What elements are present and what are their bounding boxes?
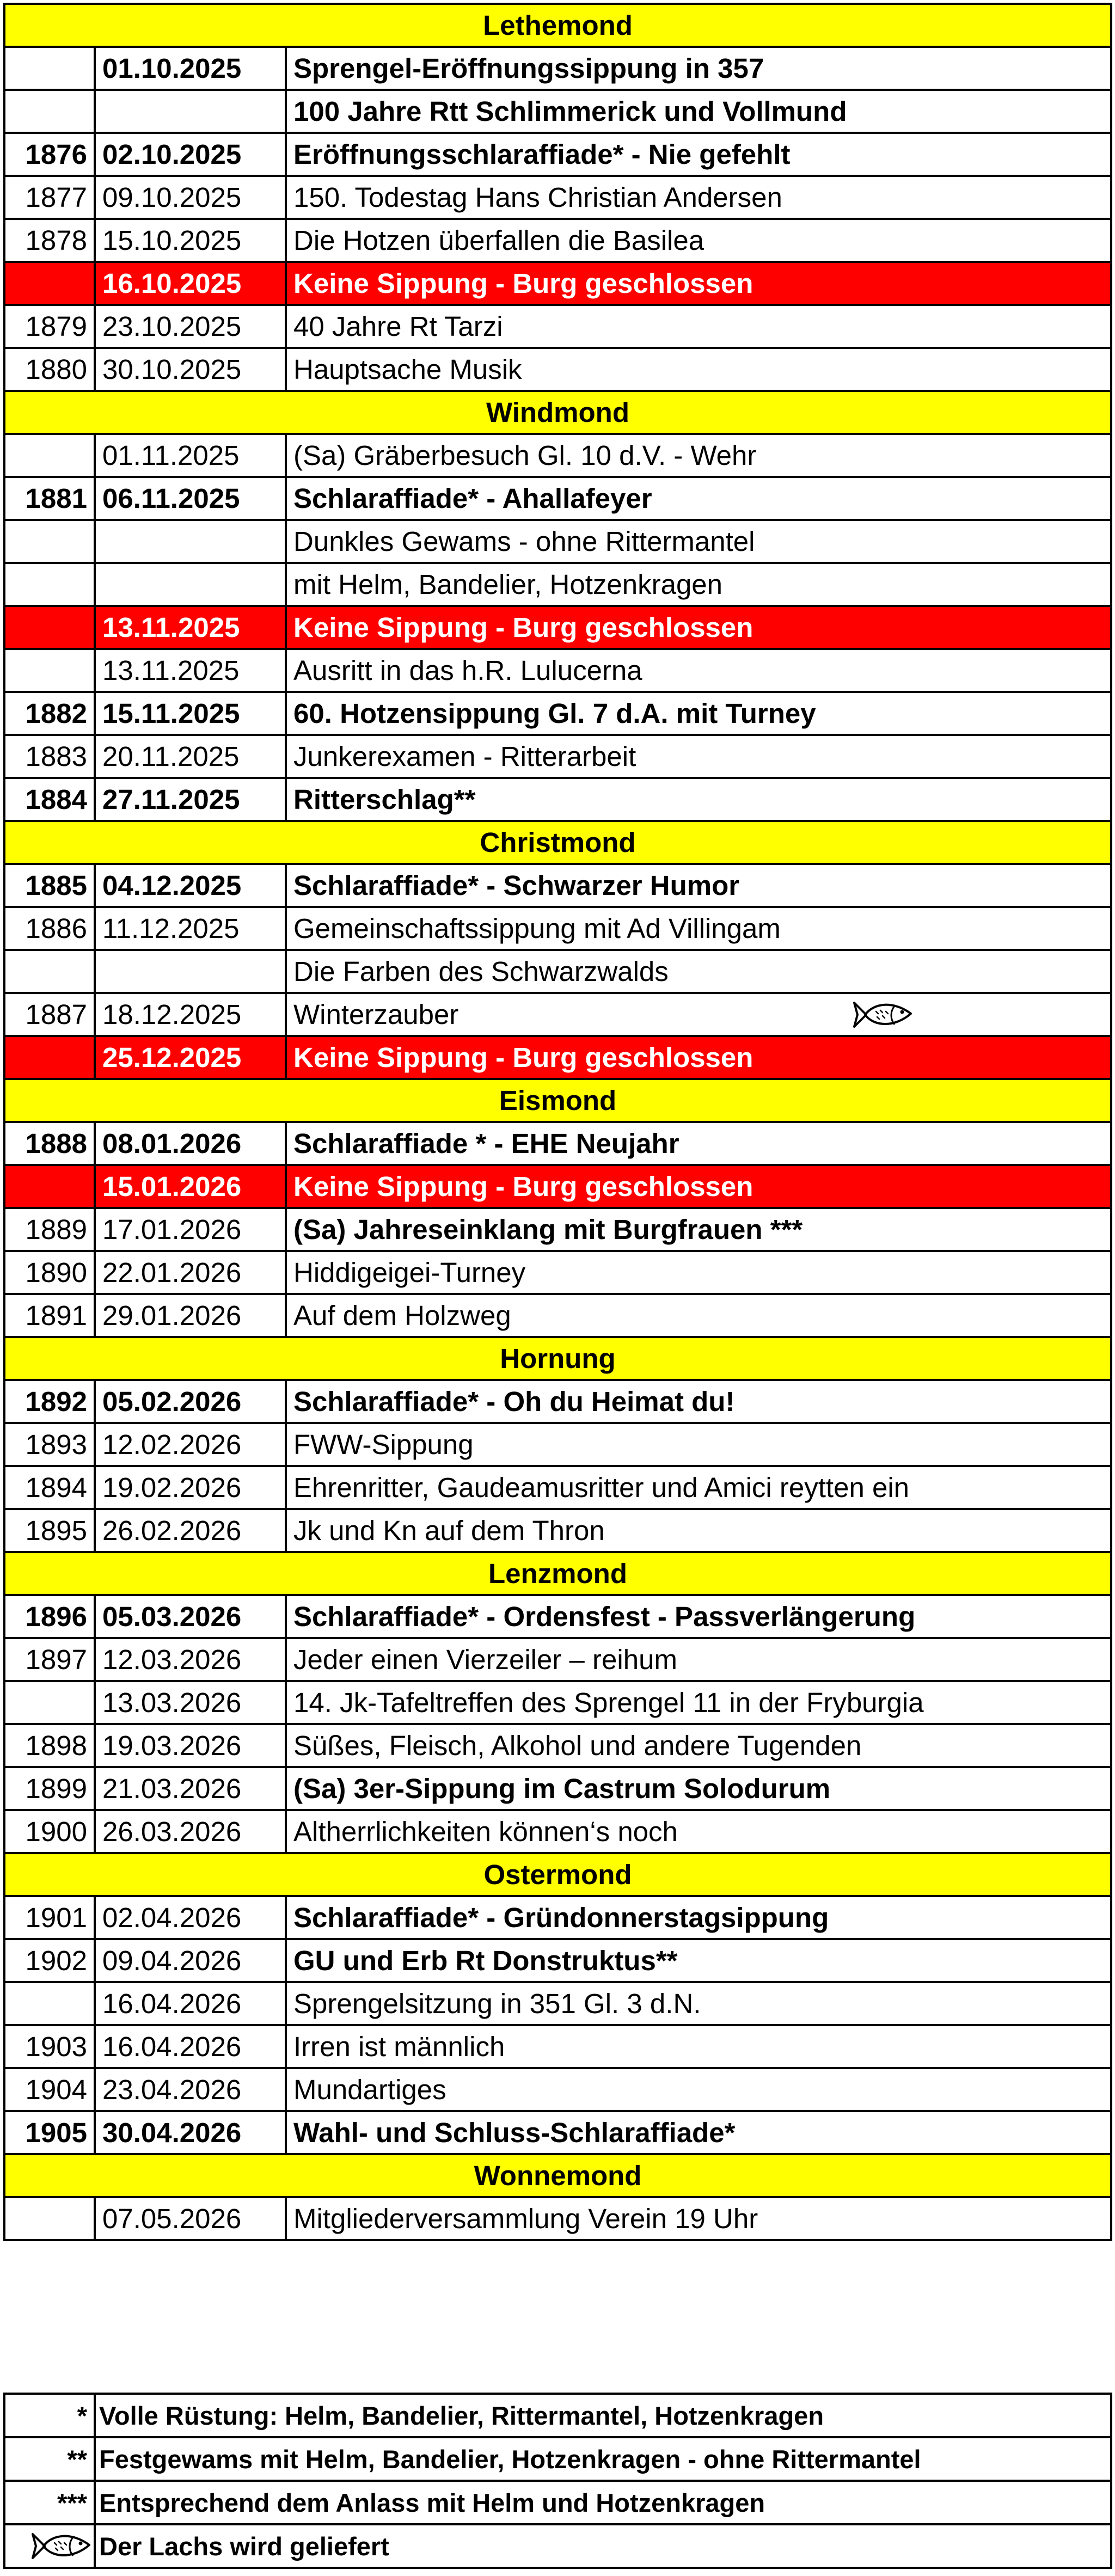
event-date: 13.11.2025 <box>95 606 286 649</box>
event-date: 02.10.2025 <box>95 133 286 176</box>
event-number <box>4 950 95 993</box>
legend-row <box>4 2394 1111 2437</box>
event-number <box>4 1165 95 1208</box>
event-date <box>95 950 286 993</box>
event-number: 1900 <box>4 1810 95 1853</box>
event-title-cell <box>286 1466 1111 1509</box>
event-title: (Sa) Jahreseinklang mit Burgfrauen *** <box>293 1214 803 1245</box>
event-row <box>4 1208 1111 1251</box>
event-date: 08.01.2026 <box>95 1122 286 1165</box>
event-row <box>4 2111 1111 2154</box>
event-title: Jeder einen Vierzeiler – reihum <box>293 1644 677 1675</box>
month-header: Lenzmond <box>4 1552 1111 1595</box>
event-number: 1890 <box>4 1251 95 1294</box>
event-title-cell <box>286 1982 1111 2025</box>
event-date: 04.12.2025 <box>95 864 286 907</box>
event-number <box>4 1982 95 2025</box>
event-title-cell <box>286 649 1111 692</box>
event-number: 1892 <box>4 1380 95 1423</box>
event-date: 01.10.2025 <box>95 47 286 90</box>
event-number: 1904 <box>4 2068 95 2111</box>
event-row <box>4 1982 1111 2025</box>
event-title-cell <box>286 176 1111 219</box>
legend-text: Volle Rüstung: Helm, Bandelier, Rittermantel, Hotzenkragen <box>95 2394 1111 2437</box>
event-title-cell <box>286 90 1111 133</box>
event-title-cell <box>286 1681 1111 1724</box>
event-date: 01.11.2025 <box>95 434 286 477</box>
month-header: Windmond <box>4 391 1111 434</box>
event-title-cell <box>286 1509 1111 1552</box>
event-number: 1894 <box>4 1466 95 1509</box>
event-row <box>4 2197 1111 2240</box>
event-row <box>4 1681 1111 1724</box>
event-row <box>4 434 1111 477</box>
event-title: 40 Jahre Rt Tarzi <box>293 311 503 342</box>
event-title: Schlaraffiade* - Oh du Heimat du! <box>293 1386 735 1417</box>
event-date: 26.03.2026 <box>95 1810 286 1853</box>
event-title-cell <box>286 1294 1111 1337</box>
event-row <box>4 2068 1111 2111</box>
event-date: 05.02.2026 <box>95 1380 286 1423</box>
event-number: 1903 <box>4 2025 95 2068</box>
event-title: Altherrlichkeiten können‘s noch <box>293 1816 678 1847</box>
event-date: 22.01.2026 <box>95 1251 286 1294</box>
legend-mark: * <box>4 2394 95 2437</box>
event-date <box>95 90 286 133</box>
event-title-cell <box>286 1251 1111 1294</box>
event-number <box>4 47 95 90</box>
event-title-cell <box>286 1939 1111 1982</box>
event-title-cell <box>286 520 1111 563</box>
event-number <box>4 1036 95 1079</box>
event-date: 12.03.2026 <box>95 1638 286 1681</box>
event-date: 19.03.2026 <box>95 1724 286 1767</box>
legend-mark: *** <box>4 2481 95 2524</box>
month-header: Ostermond <box>4 1853 1111 1896</box>
event-number: 1897 <box>4 1638 95 1681</box>
closed-row <box>4 1036 1111 1079</box>
event-row <box>4 778 1111 821</box>
event-date: 29.01.2026 <box>95 1294 286 1337</box>
event-title-cell <box>286 606 1111 649</box>
schedule-table <box>3 3 1112 2241</box>
event-title: Gemeinschaftssippung mit Ad Villingam <box>293 913 781 944</box>
schedule-body <box>4 4 1111 2240</box>
event-date <box>95 520 286 563</box>
closed-row <box>4 606 1111 649</box>
event-title: GU und Erb Rt Donstruktus** <box>293 1945 678 1976</box>
event-number: 1899 <box>4 1767 95 1810</box>
event-title-cell <box>286 348 1111 391</box>
event-title-cell <box>286 219 1111 262</box>
event-row <box>4 1122 1111 1165</box>
legend-body <box>4 2394 1111 2568</box>
month-header-row <box>4 2154 1111 2197</box>
event-date <box>95 563 286 606</box>
event-date: 11.12.2025 <box>95 907 286 950</box>
event-title: Ehrenritter, Gaudeamusritter und Amici reytten ein <box>293 1472 910 1503</box>
event-title: Keine Sippung - Burg geschlossen <box>293 268 753 299</box>
event-row <box>4 219 1111 262</box>
event-date: 27.11.2025 <box>95 778 286 821</box>
event-title: 150. Todestag Hans Christian Andersen <box>293 182 782 213</box>
event-date: 19.02.2026 <box>95 1466 286 1509</box>
event-date: 18.12.2025 <box>95 993 286 1036</box>
event-date: 30.10.2025 <box>95 348 286 391</box>
fish-icon <box>30 2531 91 2561</box>
event-title-cell <box>286 1896 1111 1939</box>
event-date: 30.04.2026 <box>95 2111 286 2154</box>
event-title: Hiddigeigei-Turney <box>293 1257 526 1288</box>
event-number: 1887 <box>4 993 95 1036</box>
event-row <box>4 563 1111 606</box>
event-row <box>4 1810 1111 1853</box>
event-title-cell <box>286 1165 1111 1208</box>
event-number <box>4 434 95 477</box>
event-number: 1882 <box>4 692 95 735</box>
fish-icon <box>852 999 913 1030</box>
event-date: 16.10.2025 <box>95 262 286 305</box>
event-title: Dunkles Gewams - ohne Rittermantel <box>293 526 755 557</box>
event-number <box>4 2197 95 2240</box>
month-header-row <box>4 1079 1111 1122</box>
event-row <box>4 1939 1111 1982</box>
event-title-cell <box>286 2111 1111 2154</box>
event-title-cell <box>286 864 1111 907</box>
month-header-row <box>4 391 1111 434</box>
event-date: 15.01.2026 <box>95 1165 286 1208</box>
month-header: Eismond <box>4 1079 1111 1122</box>
event-title: Junkerexamen - Ritterarbeit <box>293 741 636 772</box>
event-title-cell <box>286 1767 1111 1810</box>
event-title-cell <box>286 735 1111 778</box>
event-title: Mitgliederversammlung Verein 19 Uhr <box>293 2203 758 2234</box>
event-date: 13.11.2025 <box>95 649 286 692</box>
legend-table <box>3 2393 1112 2569</box>
event-date: 15.11.2025 <box>95 692 286 735</box>
event-number <box>4 649 95 692</box>
event-row <box>4 90 1111 133</box>
event-date: 21.03.2026 <box>95 1767 286 1810</box>
event-number: 1901 <box>4 1896 95 1939</box>
event-date: 05.03.2026 <box>95 1595 286 1638</box>
event-title-cell <box>286 1595 1111 1638</box>
event-row <box>4 520 1111 563</box>
event-title-cell <box>286 1810 1111 1853</box>
event-title: Keine Sippung - Burg geschlossen <box>293 612 753 643</box>
event-title-cell <box>286 305 1111 348</box>
closed-row <box>4 262 1111 305</box>
event-number <box>4 520 95 563</box>
event-number: 1886 <box>4 907 95 950</box>
event-date: 07.05.2026 <box>95 2197 286 2240</box>
event-number <box>4 262 95 305</box>
event-row <box>4 1638 1111 1681</box>
legend-row <box>4 2524 1111 2568</box>
event-date: 06.11.2025 <box>95 477 286 520</box>
event-row <box>4 1509 1111 1552</box>
event-row <box>4 47 1111 90</box>
event-title: mit Helm, Bandelier, Hotzenkragen <box>293 569 723 600</box>
event-title: Keine Sippung - Burg geschlossen <box>293 1171 753 1202</box>
event-number: 1898 <box>4 1724 95 1767</box>
event-title: Irren ist männlich <box>293 2031 505 2062</box>
event-title-cell <box>286 1638 1111 1681</box>
event-row <box>4 477 1111 520</box>
event-title: Jk und Kn auf dem Thron <box>293 1515 605 1546</box>
event-title: Ritterschlag** <box>293 784 476 815</box>
event-title: (Sa) 3er-Sippung im Castrum Solodurum <box>293 1773 831 1804</box>
event-title: Eröffnungsschlaraffiade* - Nie gefehlt <box>293 139 791 170</box>
event-number: 1884 <box>4 778 95 821</box>
event-date: 09.04.2026 <box>95 1939 286 1982</box>
event-title-cell <box>286 477 1111 520</box>
event-row <box>4 1767 1111 1810</box>
event-row <box>4 993 1111 1036</box>
month-header-row <box>4 4 1111 47</box>
legend-row <box>4 2437 1111 2481</box>
event-title: 14. Jk-Tafeltreffen des Sprengel 11 in der Fryburgia <box>293 1687 924 1718</box>
event-title: Wahl- und Schluss-Schlaraffiade* <box>293 2117 736 2148</box>
event-title-cell <box>286 2025 1111 2068</box>
event-title-cell <box>286 262 1111 305</box>
event-number: 1902 <box>4 1939 95 1982</box>
event-number <box>4 90 95 133</box>
month-header-row <box>4 821 1111 864</box>
event-title-cell <box>286 1423 1111 1466</box>
event-title: Winterzauber <box>293 999 459 1030</box>
event-title-cell <box>286 563 1111 606</box>
event-row <box>4 305 1111 348</box>
event-title: Schlaraffiade* - Ahallafeyer <box>293 483 652 514</box>
event-number: 1876 <box>4 133 95 176</box>
event-row <box>4 1724 1111 1767</box>
legend-mark <box>4 2524 95 2568</box>
event-title: Süßes, Fleisch, Alkohol und andere Tugenden <box>293 1730 862 1761</box>
event-date: 25.12.2025 <box>95 1036 286 1079</box>
event-number: 1881 <box>4 477 95 520</box>
event-row <box>4 1896 1111 1939</box>
legend-text: Festgewams mit Helm, Bandelier, Hotzenkragen - ohne Rittermantel <box>95 2437 1111 2481</box>
legend-mark: ** <box>4 2437 95 2481</box>
month-header: Wonnemond <box>4 2154 1111 2197</box>
event-row <box>4 950 1111 993</box>
event-date: 02.04.2026 <box>95 1896 286 1939</box>
event-title: Keine Sippung - Burg geschlossen <box>293 1042 753 1073</box>
event-date: 15.10.2025 <box>95 219 286 262</box>
event-title: Die Farben des Schwarzwalds <box>293 956 669 987</box>
event-number: 1889 <box>4 1208 95 1251</box>
event-number: 1879 <box>4 305 95 348</box>
event-date: 26.02.2026 <box>95 1509 286 1552</box>
event-date: 16.04.2026 <box>95 2025 286 2068</box>
event-title-cell <box>286 950 1111 993</box>
event-title: Ausritt in das h.R. Lulucerna <box>293 655 642 686</box>
event-row <box>4 176 1111 219</box>
event-row <box>4 907 1111 950</box>
event-date: 23.10.2025 <box>95 305 286 348</box>
event-row <box>4 133 1111 176</box>
event-row <box>4 2025 1111 2068</box>
event-number <box>4 563 95 606</box>
legend-text: Der Lachs wird geliefert <box>95 2524 1111 2568</box>
event-number <box>4 1681 95 1724</box>
event-row <box>4 1466 1111 1509</box>
event-number: 1905 <box>4 2111 95 2154</box>
event-title: Schlaraffiade* - Ordensfest - Passverlängerung <box>293 1601 916 1632</box>
event-date: 12.02.2026 <box>95 1423 286 1466</box>
month-header: Christmond <box>4 821 1111 864</box>
event-title: Auf dem Holzweg <box>293 1300 511 1331</box>
event-number: 1895 <box>4 1509 95 1552</box>
event-row <box>4 692 1111 735</box>
event-title: Schlaraffiade * - EHE Neujahr <box>293 1128 679 1159</box>
event-row <box>4 348 1111 391</box>
event-date: 09.10.2025 <box>95 176 286 219</box>
event-row <box>4 1251 1111 1294</box>
event-title: Die Hotzen überfallen die Basilea <box>293 225 704 256</box>
closed-row <box>4 1165 1111 1208</box>
event-number: 1896 <box>4 1595 95 1638</box>
month-header-row <box>4 1552 1111 1595</box>
event-title-cell <box>286 993 1111 1036</box>
event-title-cell <box>286 778 1111 821</box>
event-title-cell <box>286 692 1111 735</box>
month-header-row <box>4 1337 1111 1380</box>
event-title: Hauptsache Musik <box>293 354 522 385</box>
event-title-cell <box>286 1724 1111 1767</box>
event-number: 1891 <box>4 1294 95 1337</box>
event-title: Sprengel-Eröffnungssippung in 357 <box>293 53 764 84</box>
event-date: 17.01.2026 <box>95 1208 286 1251</box>
event-title: Mundartiges <box>293 2074 446 2105</box>
event-title: (Sa) Gräberbesuch Gl. 10 d.V. - Wehr <box>293 440 757 471</box>
event-title-cell <box>286 1122 1111 1165</box>
event-number: 1880 <box>4 348 95 391</box>
event-row <box>4 1294 1111 1337</box>
event-title-cell <box>286 133 1111 176</box>
event-row <box>4 1380 1111 1423</box>
event-row <box>4 649 1111 692</box>
event-number: 1878 <box>4 219 95 262</box>
event-number: 1885 <box>4 864 95 907</box>
event-title-cell <box>286 47 1111 90</box>
event-row <box>4 864 1111 907</box>
event-title: FWW-Sippung <box>293 1429 474 1460</box>
event-title: Schlaraffiade* - Schwarzer Humor <box>293 870 740 901</box>
event-date: 20.11.2025 <box>95 735 286 778</box>
month-header-row <box>4 1853 1111 1896</box>
event-number: 1893 <box>4 1423 95 1466</box>
event-number: 1888 <box>4 1122 95 1165</box>
month-header: Lethemond <box>4 4 1111 47</box>
event-title-cell <box>286 1208 1111 1251</box>
legend-row <box>4 2481 1111 2524</box>
event-title-cell <box>286 907 1111 950</box>
event-row <box>4 1595 1111 1638</box>
event-title: 60. Hotzensippung Gl. 7 d.A. mit Turney <box>293 698 816 729</box>
legend-text: Entsprechend dem Anlass mit Helm und Hotzenkragen <box>95 2481 1111 2524</box>
event-row <box>4 1423 1111 1466</box>
event-title: 100 Jahre Rtt Schlimmerick und Vollmund <box>293 96 847 127</box>
event-number: 1883 <box>4 735 95 778</box>
event-number <box>4 606 95 649</box>
event-title-cell <box>286 1380 1111 1423</box>
event-date: 23.04.2026 <box>95 2068 286 2111</box>
event-title: Schlaraffiade* - Gründonnerstagsippung <box>293 1902 829 1933</box>
event-title-cell <box>286 434 1111 477</box>
event-date: 16.04.2026 <box>95 1982 286 2025</box>
event-title-cell <box>286 2197 1111 2240</box>
event-title-cell <box>286 2068 1111 2111</box>
month-header: Hornung <box>4 1337 1111 1380</box>
event-title: Sprengelsitzung in 351 Gl. 3 d.N. <box>293 1988 701 2019</box>
event-title-cell <box>286 1036 1111 1079</box>
event-date: 13.03.2026 <box>95 1681 286 1724</box>
event-row <box>4 735 1111 778</box>
event-number: 1877 <box>4 176 95 219</box>
